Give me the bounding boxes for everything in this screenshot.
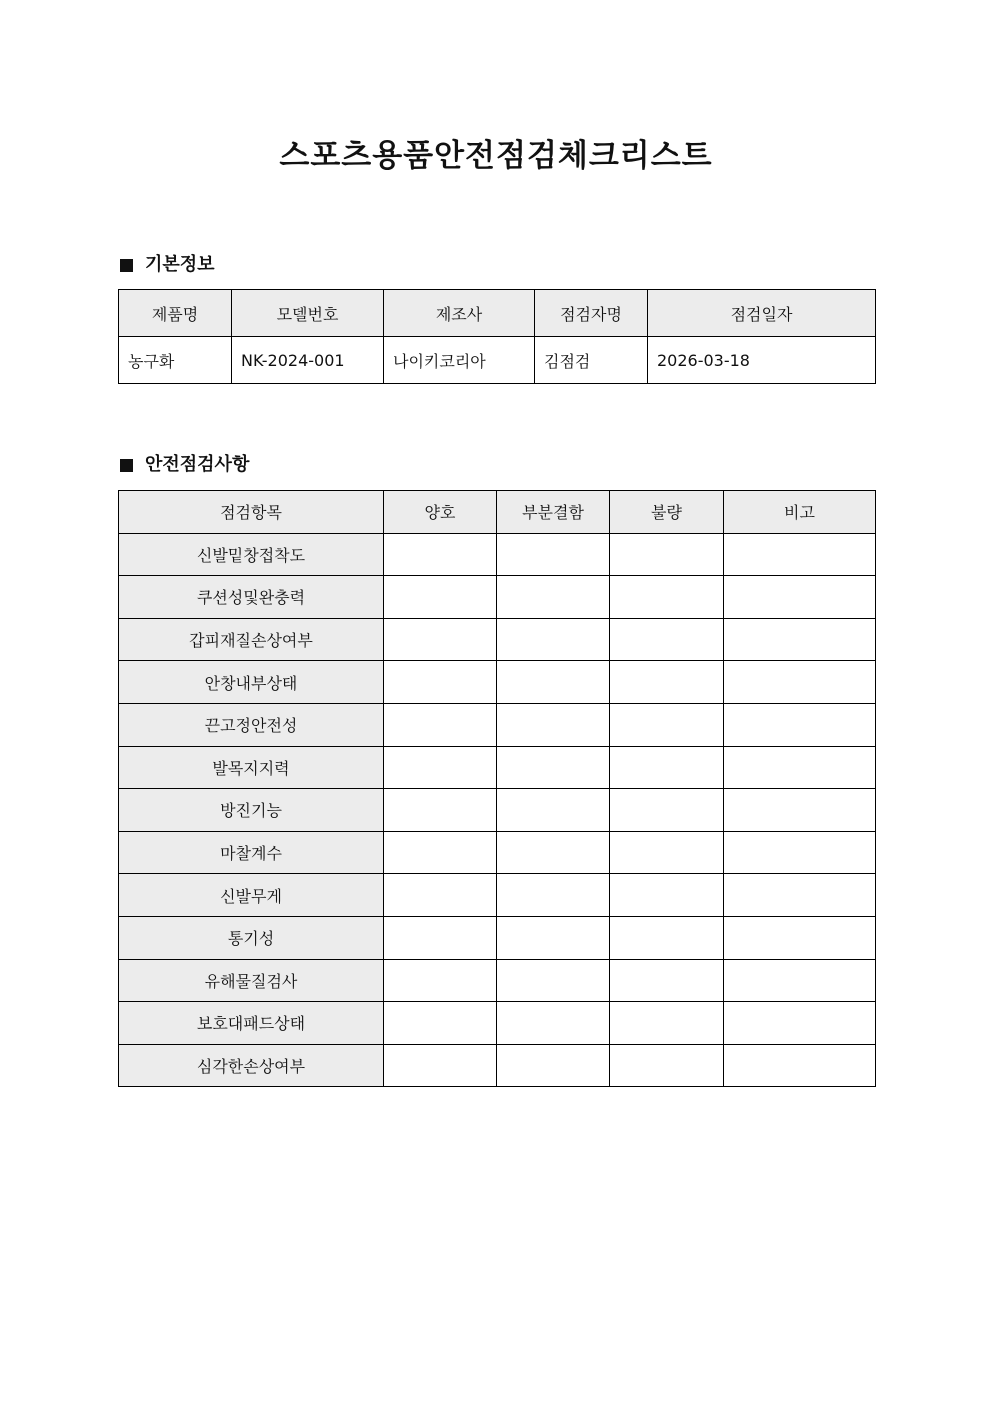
table-row (119, 661, 876, 704)
good-cell[interactable] (384, 874, 497, 917)
table-row (119, 831, 876, 874)
table-row (119, 874, 876, 917)
table-row (119, 916, 876, 959)
inspection-header-row (119, 491, 876, 534)
remarks-cell[interactable] (724, 789, 876, 832)
header-product-name: 제품명 (119, 290, 232, 337)
defective-cell[interactable] (610, 916, 724, 959)
good-cell[interactable] (384, 959, 497, 1002)
check-item-label: 통기성 (119, 916, 384, 959)
check-item-label: 발목지지력 (119, 746, 384, 789)
document-title: 스포츠용품안전점검체크리스트 (279, 138, 713, 174)
header-inspection-date: 점검일자 (648, 290, 876, 337)
partial-defect-cell[interactable] (497, 746, 610, 789)
manufacturer-field[interactable]: 나이키코리아 (384, 337, 535, 384)
square-bullet-icon (120, 259, 133, 272)
partial-defect-cell[interactable] (497, 533, 610, 576)
table-row (119, 576, 876, 619)
check-item-label: 보호대패드상태 (119, 1002, 384, 1045)
good-cell[interactable] (384, 1044, 497, 1087)
defective-cell[interactable] (610, 1002, 724, 1045)
partial-defect-cell[interactable] (497, 618, 610, 661)
partial-defect-cell[interactable] (497, 831, 610, 874)
good-cell[interactable] (384, 1002, 497, 1045)
good-cell[interactable] (384, 533, 497, 576)
defective-cell[interactable] (610, 831, 724, 874)
header-model-number: 모델번호 (232, 290, 384, 337)
defective-cell[interactable] (610, 576, 724, 619)
defective-cell[interactable] (610, 746, 724, 789)
good-cell[interactable] (384, 576, 497, 619)
check-item-label: 유해물질검사 (119, 959, 384, 1002)
check-item-label: 신발밑창접착도 (119, 533, 384, 576)
basic-info-table (118, 289, 876, 384)
partial-defect-cell[interactable] (497, 576, 610, 619)
defective-cell[interactable] (610, 1044, 724, 1087)
remarks-cell[interactable] (724, 661, 876, 704)
inspection-heading-label: 안전점검사항 (145, 454, 250, 475)
header-good: 양호 (384, 491, 497, 534)
check-item-label: 안창내부상태 (119, 661, 384, 704)
table-row (119, 789, 876, 832)
defective-cell[interactable] (610, 618, 724, 661)
defective-cell[interactable] (610, 533, 724, 576)
product-name-field[interactable]: 농구화 (119, 337, 232, 384)
table-row (119, 533, 876, 576)
remarks-cell[interactable] (724, 1002, 876, 1045)
remarks-cell[interactable] (724, 533, 876, 576)
model-number-field[interactable]: NK-2024-001 (232, 337, 384, 384)
table-row (119, 1044, 876, 1087)
partial-defect-cell[interactable] (497, 1044, 610, 1087)
defective-cell[interactable] (610, 959, 724, 1002)
table-row (119, 959, 876, 1002)
good-cell[interactable] (384, 916, 497, 959)
remarks-cell[interactable] (724, 618, 876, 661)
check-item-label: 신발무게 (119, 874, 384, 917)
check-item-label: 방진기능 (119, 789, 384, 832)
partial-defect-cell[interactable] (497, 959, 610, 1002)
partial-defect-cell[interactable] (497, 1002, 610, 1045)
header-partial-defect: 부분결함 (497, 491, 610, 534)
header-check-item: 점검항목 (119, 491, 384, 534)
inspector-name-field[interactable]: 김점검 (535, 337, 648, 384)
inspection-date-field[interactable]: 2026-03-18 (648, 337, 876, 384)
basic-info-header-row (119, 290, 876, 337)
table-row (119, 703, 876, 746)
check-item-label: 심각한손상여부 (119, 1044, 384, 1087)
partial-defect-cell[interactable] (497, 661, 610, 704)
good-cell[interactable] (384, 703, 497, 746)
basic-info-heading-label: 기본정보 (145, 254, 215, 275)
partial-defect-cell[interactable] (497, 916, 610, 959)
check-item-label: 끈고정안전성 (119, 703, 384, 746)
basic-info-heading (118, 252, 215, 278)
defective-cell[interactable] (610, 789, 724, 832)
good-cell[interactable] (384, 789, 497, 832)
remarks-cell[interactable] (724, 916, 876, 959)
remarks-cell[interactable] (724, 576, 876, 619)
check-item-label: 마찰계수 (119, 831, 384, 874)
inspection-table (118, 490, 876, 1087)
good-cell[interactable] (384, 618, 497, 661)
check-item-label: 쿠션성및완충력 (119, 576, 384, 619)
defective-cell[interactable] (610, 661, 724, 704)
remarks-cell[interactable] (724, 874, 876, 917)
basic-info-value-row (119, 337, 876, 384)
good-cell[interactable] (384, 661, 497, 704)
remarks-cell[interactable] (724, 746, 876, 789)
partial-defect-cell[interactable] (497, 703, 610, 746)
inspection-heading (118, 452, 249, 478)
remarks-cell[interactable] (724, 703, 876, 746)
good-cell[interactable] (384, 746, 497, 789)
partial-defect-cell[interactable] (497, 789, 610, 832)
header-inspector-name: 점검자명 (535, 290, 648, 337)
remarks-cell[interactable] (724, 1044, 876, 1087)
remarks-cell[interactable] (724, 959, 876, 1002)
table-row (119, 746, 876, 789)
header-remarks: 비고 (724, 491, 876, 534)
defective-cell[interactable] (610, 703, 724, 746)
header-manufacturer: 제조사 (384, 290, 535, 337)
table-row (119, 1002, 876, 1045)
check-item-label: 갑피재질손상여부 (119, 618, 384, 661)
square-bullet-icon (120, 459, 133, 472)
table-row (119, 618, 876, 661)
good-cell[interactable] (384, 831, 497, 874)
remarks-cell[interactable] (724, 831, 876, 874)
partial-defect-cell[interactable] (497, 874, 610, 917)
defective-cell[interactable] (610, 874, 724, 917)
header-defective: 불량 (610, 491, 724, 534)
